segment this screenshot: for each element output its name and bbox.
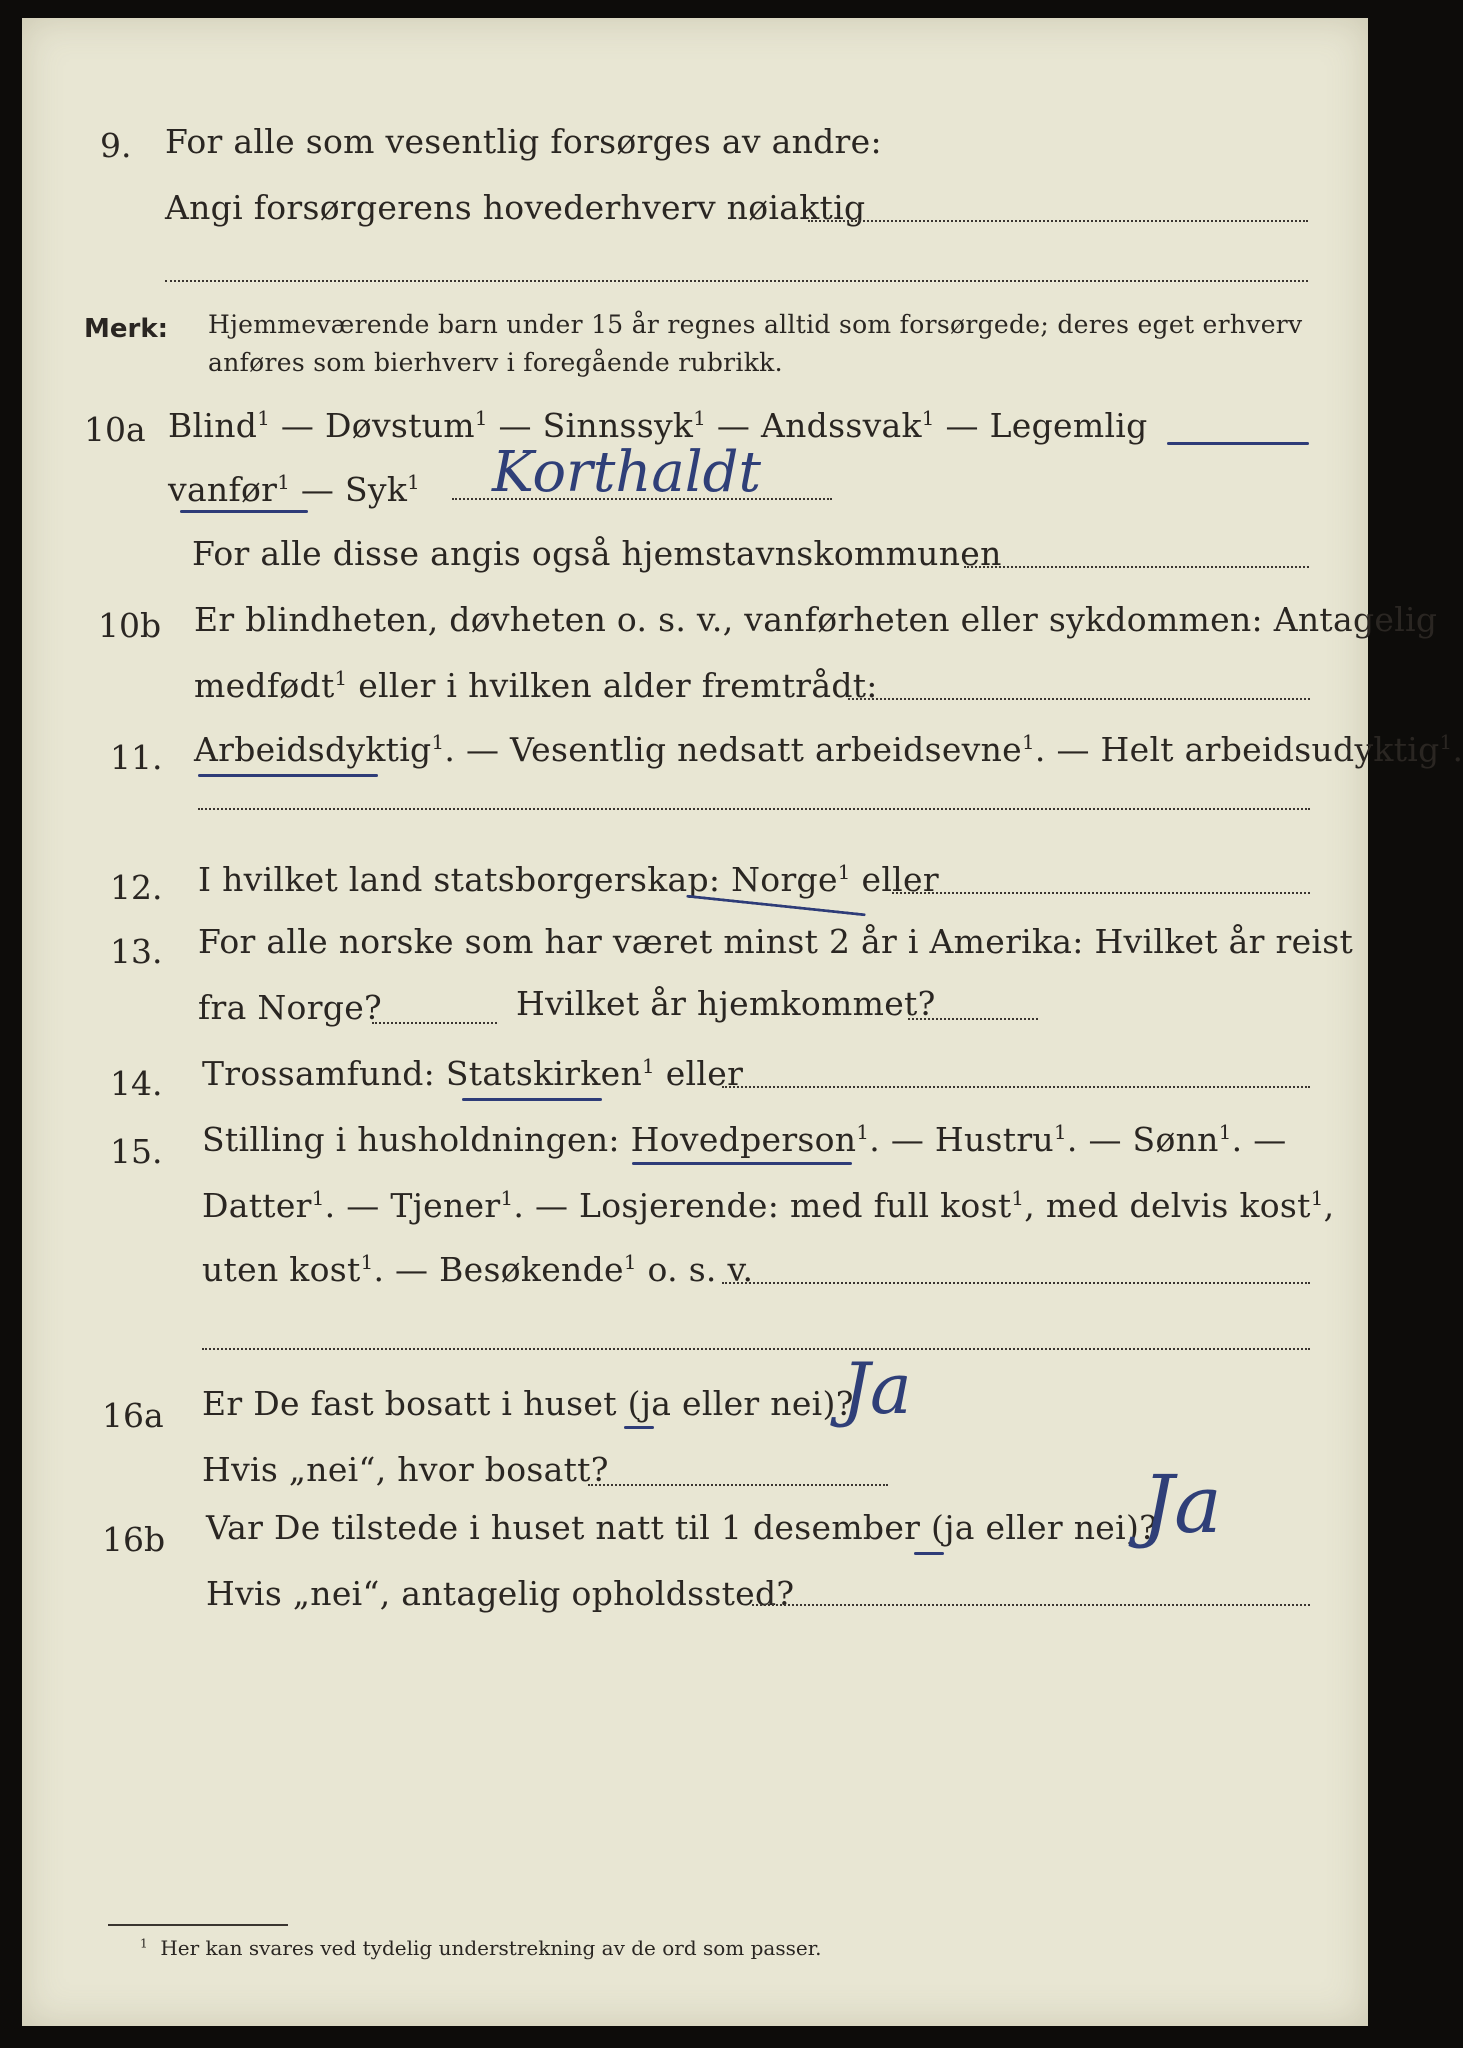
note-line-1: Hjemmeværende barn under 15 år regnes alltid som forsørgede; deres eget erhverv — [208, 310, 1303, 339]
footnote-marker: 1 — [1218, 1121, 1232, 1144]
q13-text: For alle norske som har været minst 2 år i Amerika: Hvilket år reist — [198, 922, 1354, 961]
q12-option-norge[interactable]: Norge — [731, 860, 838, 899]
underline-ja-16b — [914, 1552, 944, 1555]
q15-answer-line-2[interactable] — [202, 1348, 1310, 1350]
q15-text-3: uten kost$^1$. — Besøkende$^1$ o. s. v. — [202, 1250, 754, 1289]
q10b-text: Er blindheten, døvheten o. s. v., vanførheten eller sykdommen: Antagelig — [194, 600, 1438, 639]
q11-answer-line[interactable] — [198, 808, 1310, 810]
item-number-14: 14. — [110, 1064, 163, 1103]
handwritten-answer-16b: Ja — [1142, 1458, 1222, 1551]
underline-vanfor — [180, 510, 308, 513]
q10a-option-legemlig[interactable]: Legemlig — [989, 406, 1148, 445]
q10a-option-vanfor[interactable]: vanfør — [168, 470, 278, 509]
footnote-marker: 1 — [431, 731, 445, 754]
q9-subtext: Angi forsørgerens hovederhverv nøiaktig — [165, 188, 866, 227]
q11-option-udyktig[interactable]: Helt arbeidsudyktig — [1100, 730, 1440, 769]
q12-answer-line[interactable] — [892, 892, 1310, 894]
underline-ja-16a — [624, 1426, 654, 1429]
footnote-marker: 1 — [623, 1251, 637, 1274]
q13-answer-reist[interactable] — [372, 1022, 497, 1024]
q10a-option-andssvak[interactable]: Andssvak — [760, 406, 922, 445]
footnote-marker: 1 — [474, 407, 488, 430]
q10a-answer-line-2[interactable] — [964, 566, 1309, 568]
q15-option-full-kost[interactable]: med full kost — [789, 1186, 1012, 1225]
footnote-marker: 1 — [500, 1187, 514, 1210]
footnote-marker: 1 — [1011, 1187, 1025, 1210]
q10a-option-sinnssyk[interactable]: Sinnssyk — [542, 406, 694, 445]
q15-option-datter[interactable]: Datter — [202, 1186, 312, 1225]
footnote-marker: 1 — [837, 861, 851, 884]
q10a-text-2: vanfør$^1$ — Syk$^1$ — [168, 470, 421, 509]
q14-option-statskirken[interactable]: Statskirken — [445, 1054, 643, 1093]
q16a-text-2: Hvis „nei“, hvor bosatt? — [202, 1450, 609, 1489]
q14-question: Trossamfund: — [202, 1054, 436, 1093]
q10a-option-blind[interactable]: Blind — [168, 406, 258, 445]
item-number-16b: 16b — [102, 1520, 166, 1559]
footnote-marker: 1 — [407, 471, 421, 494]
q16b-text-2: Hvis „nei“, antagelig opholdssted? — [206, 1574, 795, 1613]
q11-text: Arbeidsdyktig$^1$. — Vesentlig nedsatt arbeidsevne$^1$. — Helt arbeidsudyktig$^1$. — [194, 730, 1463, 769]
q15-text-2: Datter$^1$. — Tjener$^1$. — Losjerende: med full kost$^1$, med delvis kost$^1$, — [202, 1186, 1335, 1225]
q12-question: I hvilket land statsborgerskap: — [198, 860, 721, 899]
underline-hovedperson — [632, 1162, 852, 1165]
q16a-answer-line[interactable] — [588, 1484, 888, 1486]
q15-option-hustru[interactable]: Hustru — [934, 1120, 1054, 1159]
q16a-text: Er De fast bosatt i huset (ja eller nei)? — [202, 1384, 854, 1423]
footnote — [140, 1936, 821, 1960]
item-number-10b: 10b — [98, 606, 162, 645]
handwritten-answer-16a: Ja — [842, 1348, 912, 1430]
handwritten-answer-10a: Korthaldt — [492, 440, 762, 505]
q14-text — [202, 1054, 743, 1093]
q10b-text-alder: eller i hvilken alder fremtrådt: — [358, 666, 878, 705]
footnote-marker: 1 — [360, 1251, 374, 1274]
footnote-marker: 1 — [693, 407, 707, 430]
item-number-12: 12. — [110, 868, 163, 907]
q15-option-delvis-kost[interactable]: med delvis kost — [1045, 1186, 1311, 1225]
footnote-marker: 1 — [1053, 1121, 1067, 1144]
q10a-option-dovstum[interactable]: Døvstum — [325, 406, 475, 445]
item-number-11: 11. — [110, 738, 163, 777]
note-line-2: anføres som bierhverv i foregående rubrikk. — [208, 348, 783, 377]
q15-answer-line[interactable] — [722, 1282, 1310, 1284]
note-label: Merk: — [84, 314, 169, 344]
q10b-text-2 — [194, 666, 878, 705]
q16b-text: Var De tilstede i huset natt til 1 desember (ja eller nei)? — [206, 1508, 1158, 1547]
item-number-15: 15. — [110, 1132, 163, 1171]
q13-text-3: Hvilket år hjemkommet? — [516, 984, 936, 1023]
footnote-marker: 1 — [257, 407, 271, 430]
footnote-marker: 1 — [277, 471, 291, 494]
q13-answer-hjemkommet[interactable] — [908, 1018, 1038, 1020]
item-number-10a: 10a — [84, 410, 146, 449]
q15-option-sonn[interactable]: Sønn — [1132, 1120, 1219, 1159]
q12-text — [198, 860, 939, 899]
q16b-answer-line[interactable] — [752, 1604, 1310, 1606]
underline-legemlig — [1167, 442, 1309, 445]
q9-answer-line-2[interactable] — [165, 280, 1308, 282]
q10b-answer-line[interactable] — [848, 698, 1310, 700]
q15-option-hovedperson[interactable]: Hovedperson — [630, 1120, 857, 1159]
q10a-text: Blind$^1$ — Døvstum$^1$ — Sinnssyk$^1$ — Andssvak$^1$ — Legemlig — [168, 406, 1148, 445]
footnote-marker: 1 — [311, 1187, 325, 1210]
q11-option-arbeidsdyktig[interactable]: Arbeidsdyktig — [194, 730, 432, 769]
item-number-13: 13. — [110, 932, 163, 971]
footnote-text: Her kan svares ved tydelig understrekning av de ord som passer. — [160, 1936, 822, 1960]
q15-option-besokende[interactable]: Besøkende — [439, 1250, 624, 1289]
q10a-text-3: For alle disse angis også hjemstavnskommunen — [192, 534, 1002, 573]
footnote-marker: 1 — [856, 1121, 870, 1144]
item-number-9: 9. — [100, 126, 132, 165]
q13-text-2: fra Norge? — [198, 988, 383, 1027]
q15-option-tjener[interactable]: Tjener — [390, 1186, 501, 1225]
footnote-marker: 1 — [334, 667, 348, 690]
q15-losjerende: Losjerende: — [579, 1186, 780, 1225]
q9-answer-line[interactable] — [808, 220, 1308, 222]
underline-statskirken — [462, 1098, 602, 1101]
q9-text: For alle som vesentlig forsørges av andre: — [165, 122, 882, 161]
footnote-marker: 1 — [1310, 1187, 1324, 1210]
footnote-marker: 1 — [1021, 731, 1035, 754]
census-form-page — [22, 18, 1463, 2026]
q15-text: Stilling i husholdningen: Hovedperson$^1$. — Hustru$^1$. — Sønn$^1$. — — [202, 1120, 1287, 1159]
footnote-marker: 1 — [921, 407, 935, 430]
footnote-rule — [108, 1924, 288, 1926]
q15-osv: o. s. v. — [647, 1250, 754, 1289]
q10a-option-syk[interactable]: Syk — [345, 470, 408, 509]
q15-question: Stilling i husholdningen: — [202, 1120, 620, 1159]
q15-option-uten-kost[interactable]: uten kost — [202, 1250, 361, 1289]
item-number-16a: 16a — [102, 1396, 164, 1435]
q14-eller: eller — [665, 1054, 744, 1093]
footnote-number: 1 — [140, 1936, 148, 1951]
footnote-marker: 1 — [1439, 731, 1453, 754]
q12-eller: eller — [861, 860, 939, 899]
q14-answer-line[interactable] — [722, 1086, 1310, 1088]
q11-option-nedsatt[interactable]: Vesentlig nedsatt arbeidsevne — [510, 730, 1022, 769]
underline-arbeidsdyktig — [198, 774, 378, 777]
footnote-marker: 1 — [642, 1055, 655, 1078]
q10b-option-medfodt: medfødt — [194, 666, 335, 705]
